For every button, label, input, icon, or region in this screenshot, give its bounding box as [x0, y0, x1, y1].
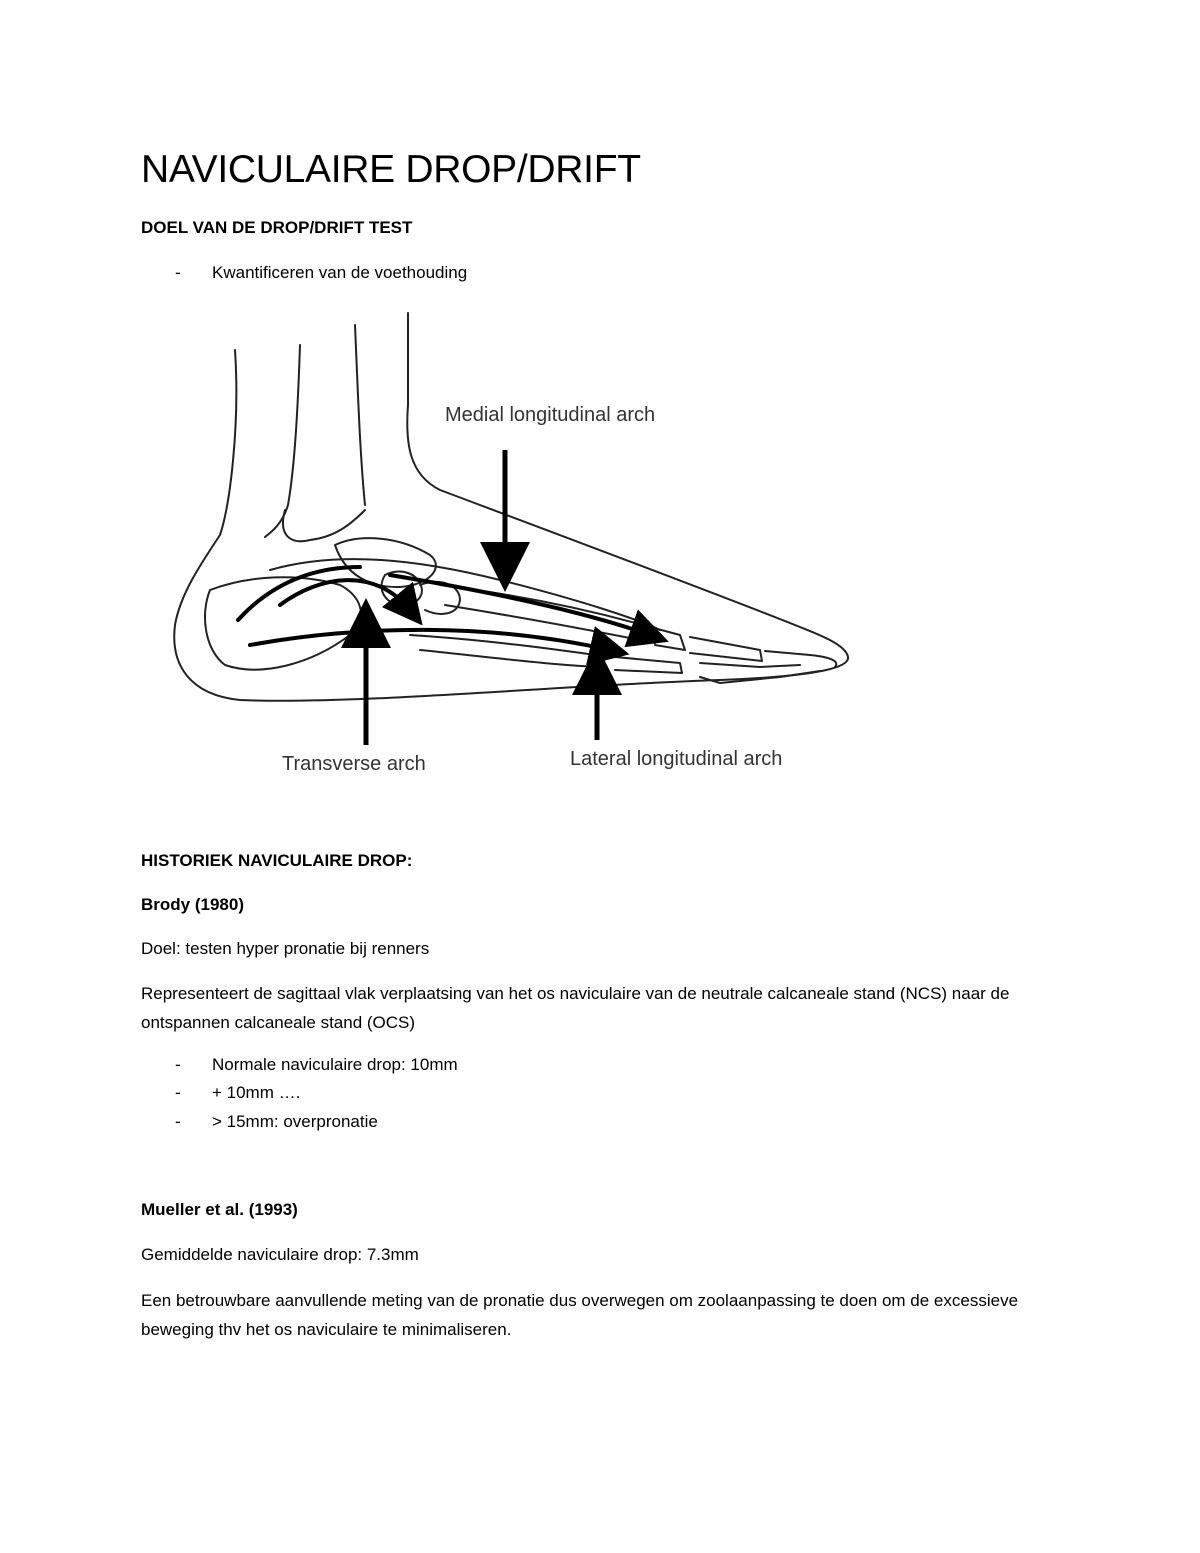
foot-skeleton-illustration [160, 305, 860, 785]
bullet-marker: - [175, 263, 181, 282]
list-item-text: > 15mm: overpronatie [212, 1112, 378, 1131]
page-title: NAVICULAIRE DROP/DRIFT [141, 148, 641, 191]
label-transverse-arch: Transverse arch [282, 753, 426, 775]
list-item-text: Kwantificeren van de voethouding [212, 263, 468, 282]
bullet-marker: - [175, 1083, 181, 1102]
foot-arch-diagram [160, 305, 860, 785]
list-item-text: + 10mm …. [212, 1083, 301, 1102]
label-medial-arch: Medial longitudinal arch [445, 404, 656, 426]
label-lateral-arch: Lateral longitudinal arch [570, 748, 783, 770]
mueller-mean: Gemiddelde naviculaire drop: 7.3mm [141, 1245, 419, 1264]
subheading-mueller: Mueller et al. (1993) [141, 1200, 298, 1219]
section-heading-doel: DOEL VAN DE DROP/DRIFT TEST [141, 218, 413, 237]
brody-goal: Doel: testen hyper pronatie bij renners [141, 939, 430, 958]
section-heading-historiek: HISTORIEK NAVICULAIRE DROP: [141, 851, 413, 870]
list-item-text: Normale naviculaire drop: 10mm [212, 1055, 458, 1074]
brody-description: Representeert de sagittaal vlak verplaatsing van het os naviculaire van de neutrale calcaneale stand (NCS) naar de ontspannen calcaneale stand (OCS) [141, 984, 1010, 1032]
bullet-marker: - [175, 1112, 181, 1131]
bullet-marker: - [175, 1055, 181, 1074]
subheading-brody: Brody (1980) [141, 895, 244, 914]
mueller-description: Een betrouwbare aanvullende meting van de pronatie dus overwegen om zoolaanpassing te doen om de excessieve beweging thv het os naviculaire te minimaliseren. [141, 1291, 1019, 1339]
